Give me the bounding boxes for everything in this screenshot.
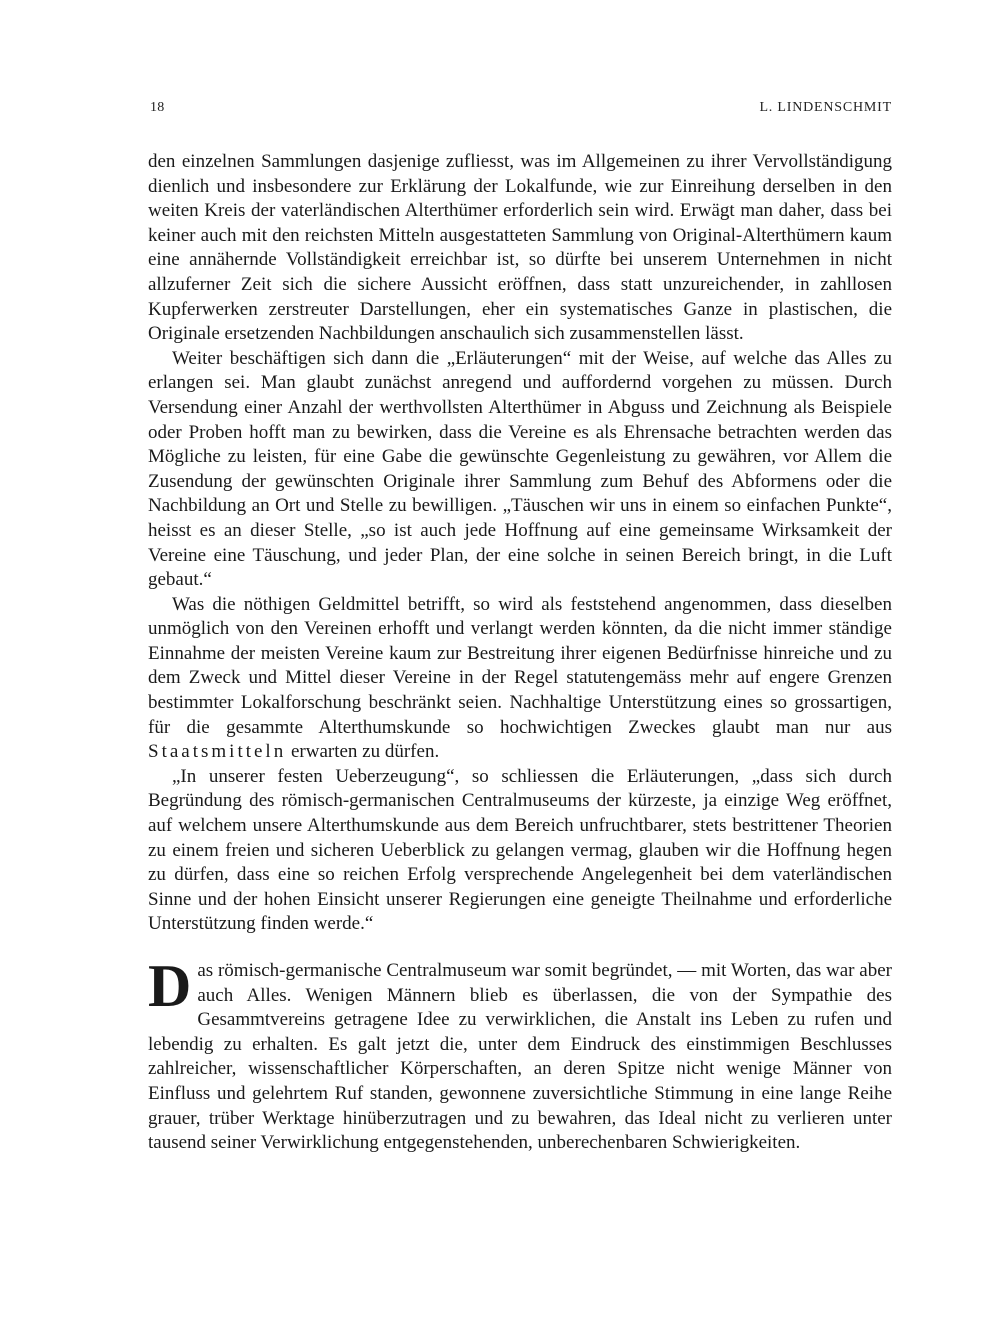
paragraph-geldmittel [148, 593, 892, 765]
drop-cap: D [148, 953, 192, 1019]
running-head [148, 100, 892, 118]
book-page [148, 100, 892, 1156]
page-number: 18 [150, 100, 165, 115]
paragraph-text: erwarten zu dürfen. [286, 741, 440, 763]
new-section [148, 953, 892, 1156]
paragraph-erlaeuterungen: Weiter beschäftigen sich dann die „Erläuterungen“ mit der Weise, auf welche das Alles zu erlangen sei. Man glaubt zunächst anregend und auffordernd vorgehen zu müssen. Durch Versendung einer Anzahl der werthvollsten Alterthümer in Abguss und Zeichnung als Beispiele oder Proben hofft man zu bewirken, dass die Vereine es als Ehrensache betrachten werden das Mögliche zu leisten, für eine Gabe die gewünschte Gegenleistung zu gewähren, vor Allem die Zusendung der gewünschten Originale ihrer Sammlung zum Behuf des Abformens oder die Nachbildung an Ort und Stelle zu bewilligen. „Täuschen wir uns in einem so einfachen Punkte“, heisst es an dieser Stelle, „so ist auch jede Hoffnung auf eine gemeinsame Wirksamkeit der Vereine eine Täuschung, und jeder Plan, der eine solche in seinen Bereich bringt, in die Luft gebaut.“ [148, 347, 892, 591]
paragraph-text: Was die nöthigen Geldmittel betrifft, so wird als feststehend angenommen, dass dieselben unmöglich von den Vereinen erhofft und verlangt werden könnten, da die nicht immer ständige Einnahme der meisten Vereine kaum zur Bestreitung ihrer eigenen Bedürfnisse hinreiche und zu dem Zweck und Mittel dieser Vereine in der Regel statutengemäss mehr auf engere Grenzen bestimmter Lokalforschung beschränkt seien. Nachhaltige Unterstützung eines so grossartigen, für die gesammte Alterthumskunde so hochwichtigen Zweckes glaubt man nur aus [148, 593, 892, 738]
paragraph-quote: „In unserer festen Ueberzeugung“, so schliessen die Erläuterungen, „dass sich durch Begründung des römisch-germanischen Centralmuseums der kürzeste, ja einzige Weg eröffnet, auf welchem unsere Alterthumskunde aus dem Bereich unfruchtbarer, stets bestrittener Theorien zu einem freien und sicheren Ueberblick zu gelangen vermag, glauben wir die Hoffnung hegen zu dürfen, dass eine so reichen Erfolg versprechende Angelegenheit bei dem vaterländischen Sinne und der hohen Einsicht unserer Regierungen eine geneigte Theilnahme und erforderliche Unterstützung finden werde.“ [148, 765, 892, 935]
section-paragraph: as römisch-germanische Centralmuseum war somit begründet, — mit Worten, das war aber auch Alles. Wenigen Männern blieb es überlassen, die von der Sympathie des Gesammtvereins getragene Idee zu verwirklichen, die Anstalt ins Leben zu rufen und lebendig zu erhalten. Es galt jetzt die, unter dem Eindruck des einstimmigen Beschlusses zahlreicher, wissenschaftlicher Körperschaften, an deren Spitze nicht wenige Männer von Einfluss und gelehrtem Ruf standen, gewonnene zuversichtliche Stimmung in eine lange Reihe grauer, trüber Werktage hinüberzutragen und zu bewahren, das Ideal nicht zu verlieren unter tausend seiner Verwirklichung entgegenstehenden, unberechenbaren Schwierigkeiten. [148, 960, 892, 1154]
paragraph-continuation: den einzelnen Sammlungen dasjenige zufliesst, was im Allgemeinen zu ihrer Vervollständigung dienlich und insbesondere zur Erklärung der Lokalfunde, wie zur Einreihung derselben in den weiten Kreis der vaterländischen Alterthümer erforderlich sein wird. Erwägt man daher, dass bei keiner auch mit den reichsten Mitteln ausgestatteten Sammlung von Original-Alterthümern kaum eine annähernde Vollständigkeit erreichbar ist, so dürfte bei unserem Unternehmen in nicht allzuferner Zeit sich die sichere Aussicht eröffnen, dass statt unzureichender, in zahllosen Kupferwerken zerstreuter Darstellungen, eher ein systematisches Ganze in plastischen, die Originale ersetzenden Nachbildungen anschaulich sich zusammenstellen lässt. [148, 151, 892, 345]
emphasis-spaced: Staatsmitteln [148, 741, 287, 763]
body-text [148, 150, 892, 937]
running-head-author: L. LINDENSCHMIT [759, 100, 892, 115]
